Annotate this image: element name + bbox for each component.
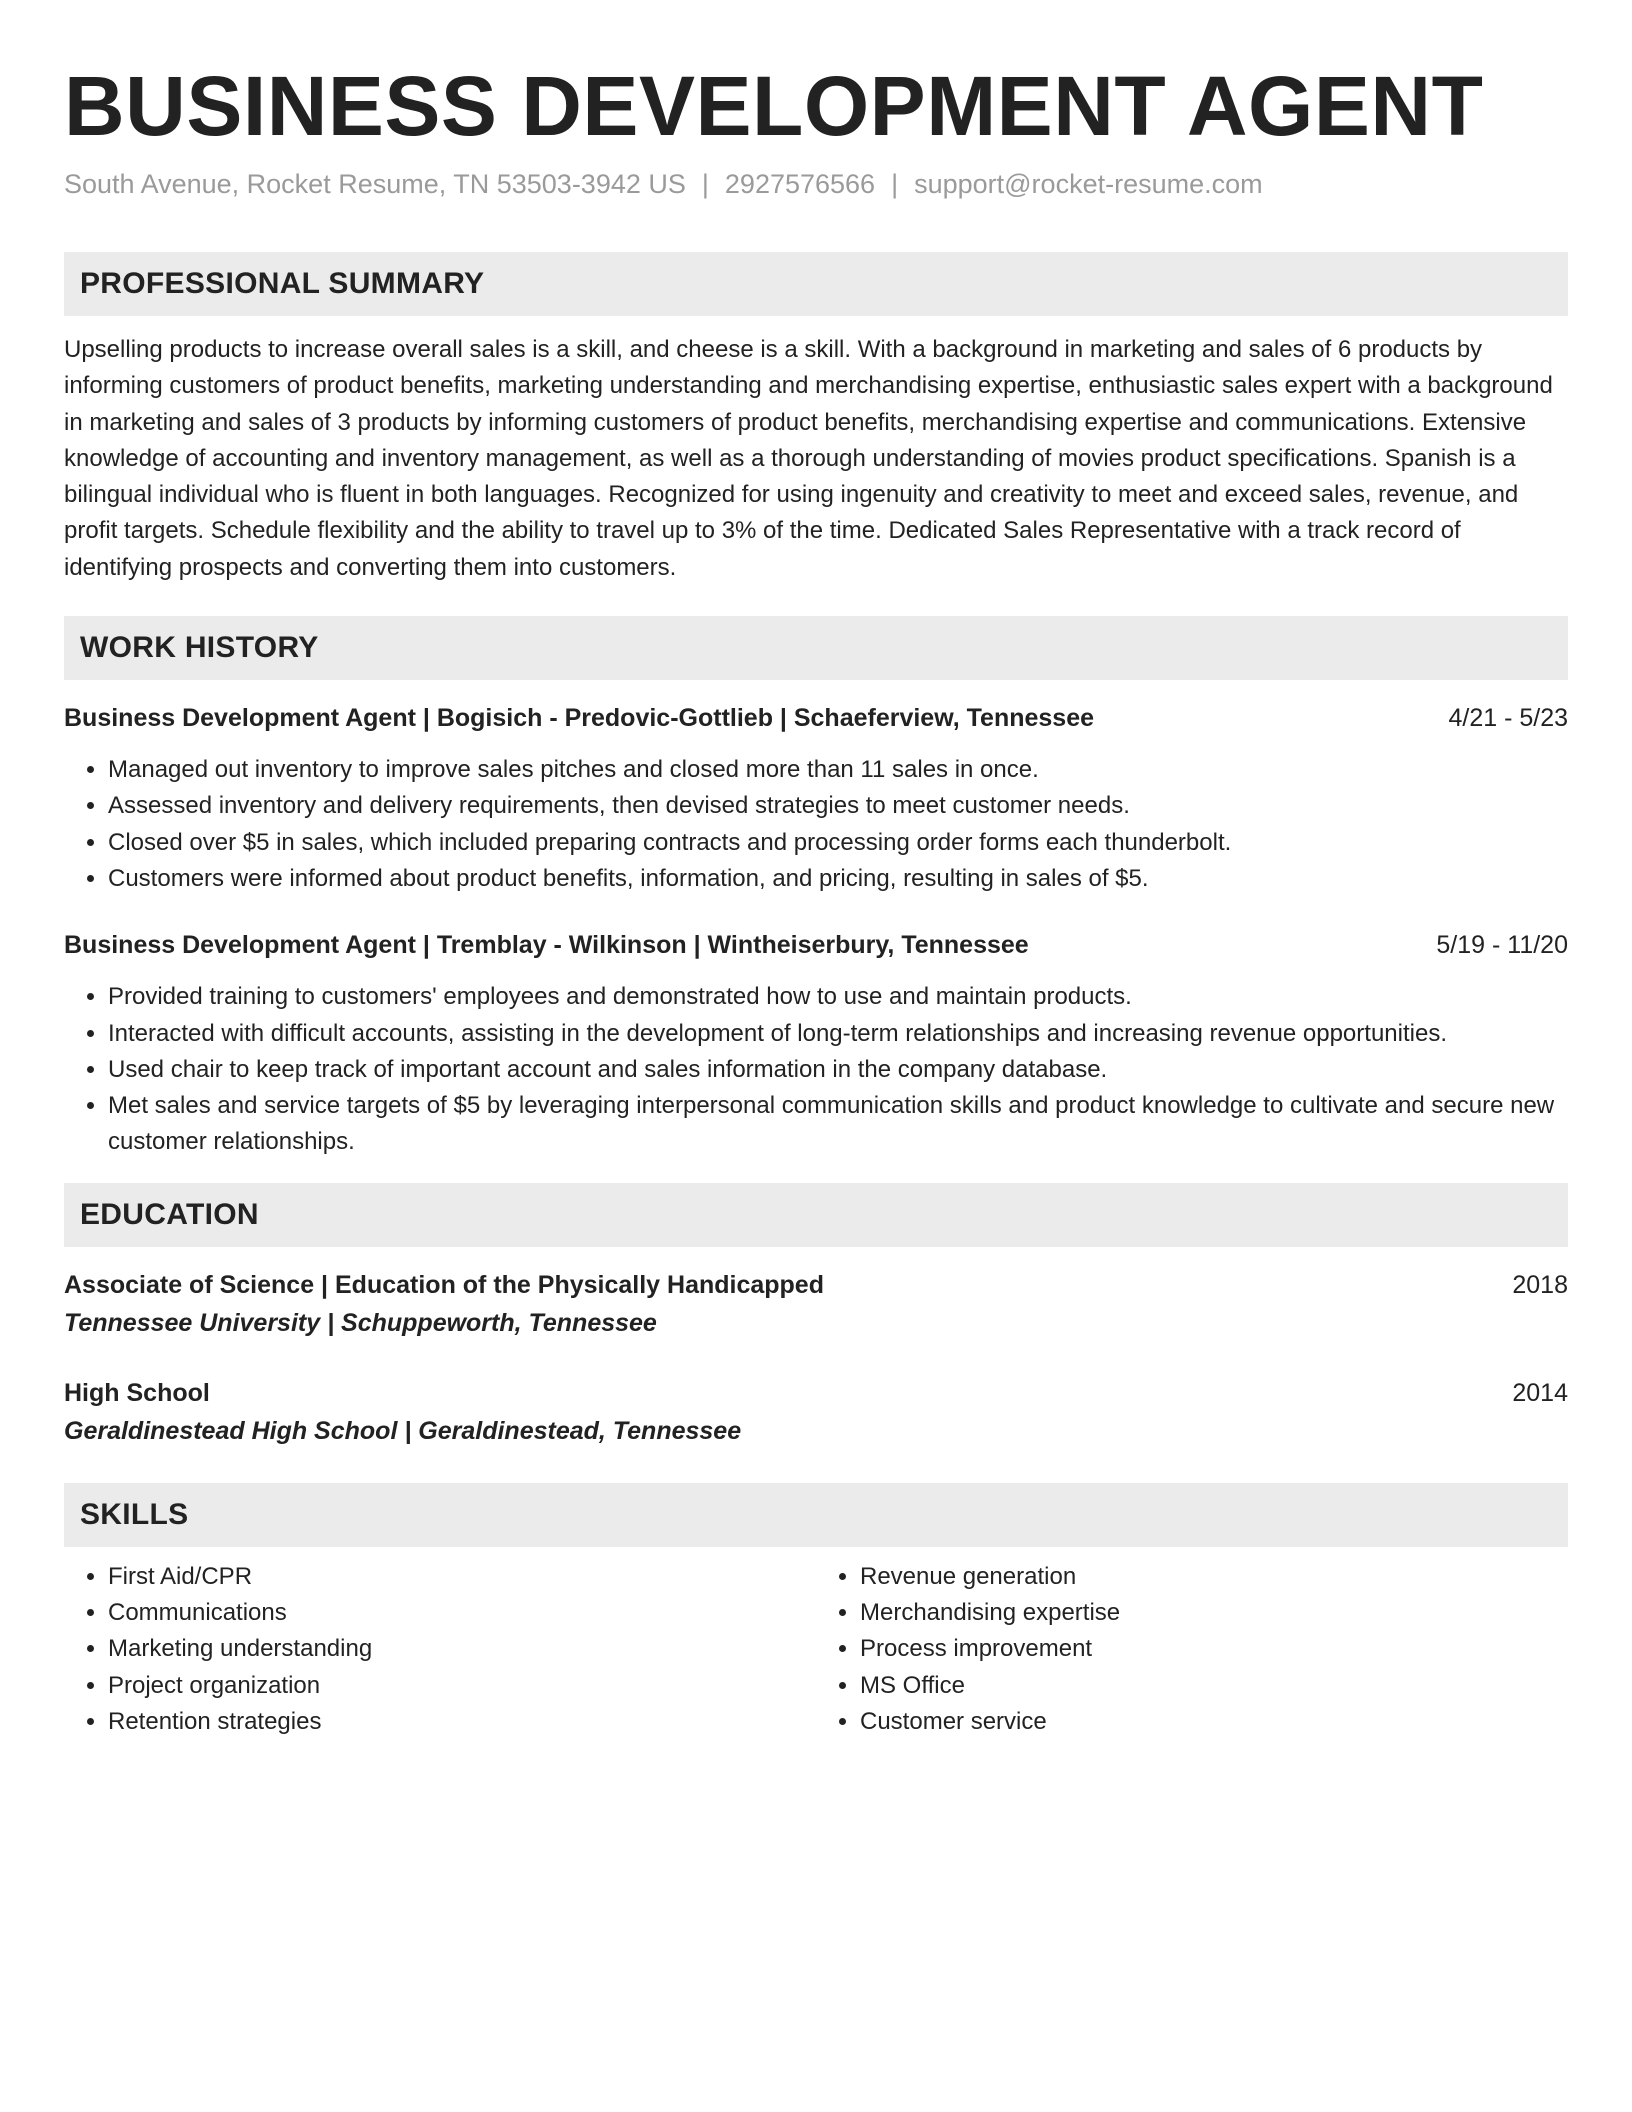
education-entry: [64, 1375, 1568, 1449]
job-title: Business Development Agent | Tremblay - Wilkinson | Wintheiserbury, Tennessee: [64, 931, 1029, 960]
education-year: 2018: [1512, 1270, 1568, 1299]
skill-item: • Marketing understanding: [108, 1631, 816, 1667]
contact-line: [64, 166, 1568, 202]
skill-item: • MS Office: [860, 1668, 1568, 1704]
contact-address: South Avenue, Rocket Resume, TN 53503-3942 US: [64, 169, 686, 199]
job-bullets: [64, 752, 1568, 897]
summary-paragraph: Upselling products to increase overall sales is a skill, and cheese is a skill. With a background in marketing and sales of 6 products by informing customers of product benefits, marketing understanding and merchandising expertise, enthusiastic sales expert with a background in marketing and sales of 3 products by informing customers of product benefits, merchandising expertise and communications. Extensive knowledge of accounting and inventory management, as well as a thorough understanding of movies product specifications. Spanish is a bilingual individual who is fluent in both languages. Recognized for using ingenuity and creativity to meet and exceed sales, revenue, and profit targets. Schedule flexibility and the ability to travel up to 3% of the time. Dedicated Sales Representative with a track record of identifying prospects and converting them into customers.: [64, 336, 1553, 581]
job-bullet: • Met sales and service targets of $5 by leveraging interpersonal communication skills and product knowledge to cultivate and secure new customer relationships.: [108, 1088, 1568, 1161]
job-bullet: • Interacted with difficult accounts, assisting in the development of long-term relationships and increasing revenue opportunities.: [108, 1016, 1568, 1052]
education-entry: [64, 1267, 1568, 1341]
skill-item: • First Aid/CPR: [108, 1559, 816, 1595]
job-bullet: • Used chair to keep track of important account and sales information in the company database.: [108, 1052, 1568, 1088]
education-school: Geraldinestead High School | Geraldinestead, Tennessee: [64, 1416, 742, 1445]
education-year: 2014: [1512, 1378, 1568, 1407]
skill-item: • Communications: [108, 1595, 816, 1631]
section-header-work-history: WORK HISTORY: [64, 616, 1568, 680]
candidate-title: BUSINESS DEVELOPMENT AGENT: [64, 59, 1484, 153]
skill-item: • Process improvement: [860, 1631, 1568, 1667]
skill-item: • Retention strategies: [108, 1704, 816, 1740]
job-dates: 4/21 - 5/23: [1448, 704, 1568, 733]
section-header-skills: SKILLS: [64, 1483, 1568, 1547]
education-header: [64, 1375, 1568, 1411]
skills-column-left: [64, 1559, 816, 1740]
contact-phone: 2927576566: [724, 169, 876, 199]
education-school: Tennessee University | Schuppeworth, Tennessee: [64, 1308, 657, 1337]
education-degree: High School: [64, 1378, 210, 1407]
job-entry: [64, 700, 1568, 897]
skill-item: • Customer service: [860, 1704, 1568, 1740]
skills-list: [64, 1559, 1568, 1740]
skill-item: • Revenue generation: [860, 1559, 1568, 1595]
job-header: [64, 700, 1568, 736]
education-degree: Associate of Science | Education of the Physically Handicapped: [64, 1270, 824, 1299]
job-entry: [64, 927, 1568, 1160]
skills-column-right: [816, 1559, 1568, 1740]
section-header-education: EDUCATION: [64, 1183, 1568, 1247]
contact-separator: |: [701, 169, 709, 199]
job-bullets: [64, 979, 1568, 1160]
skill-item: • Project organization: [108, 1668, 816, 1704]
job-header: [64, 927, 1568, 963]
job-title: Business Development Agent | Bogisich - Predovic-Gottlieb | Schaeferview, Tennessee: [64, 704, 1095, 733]
job-dates: 5/19 - 11/20: [1436, 931, 1568, 960]
job-bullet: • Assessed inventory and delivery requirements, then devised strategies to meet customer needs.: [108, 788, 1568, 824]
section-header-summary: PROFESSIONAL SUMMARY: [64, 252, 1568, 316]
job-bullet: • Managed out inventory to improve sales pitches and closed more than 11 sales in once.: [108, 752, 1568, 788]
skill-item: • Merchandising expertise: [860, 1595, 1568, 1631]
job-bullet: • Customers were informed about product benefits, information, and pricing, resulting in sales of $5.: [108, 861, 1568, 897]
contact-separator: |: [891, 169, 899, 199]
job-bullet: • Provided training to customers' employees and demonstrated how to use and maintain products.: [108, 979, 1568, 1015]
education-header: [64, 1267, 1568, 1303]
job-bullet: • Closed over $5 in sales, which included preparing contracts and processing order forms each thunderbolt.: [108, 825, 1568, 861]
contact-email: support@rocket-resume.com: [914, 169, 1263, 199]
